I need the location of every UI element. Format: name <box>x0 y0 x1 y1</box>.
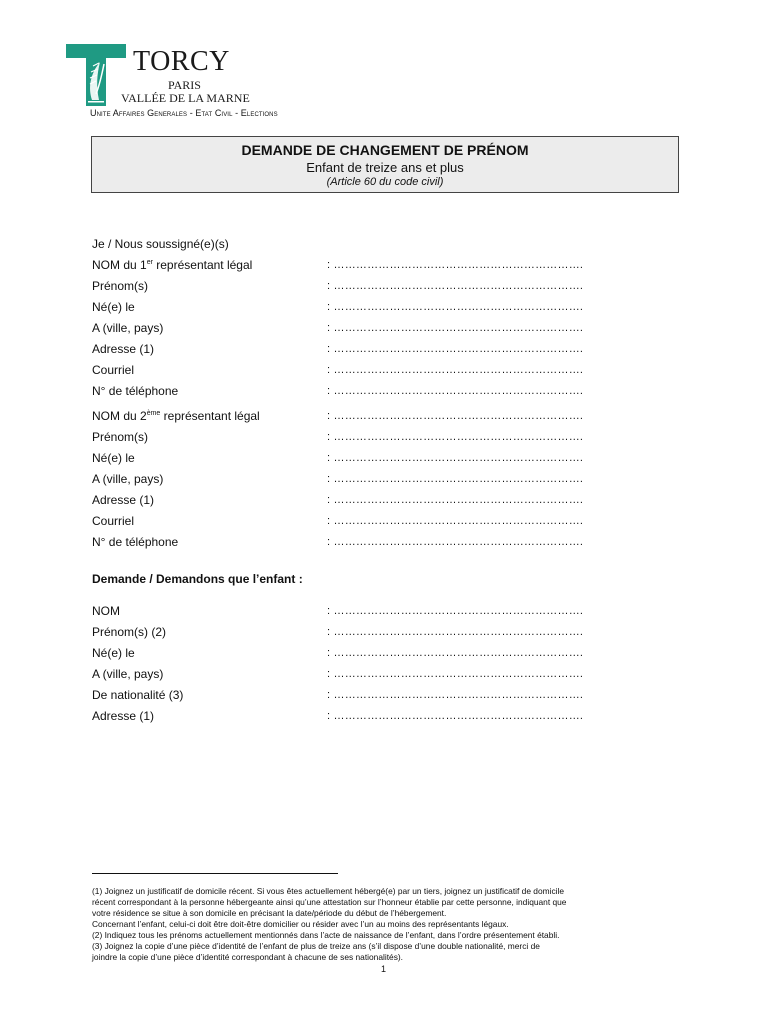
rep2-naissance-label: Né(e) le <box>92 451 135 465</box>
rep1-courriel-field[interactable]: : …………………………………………………………. <box>327 364 584 376</box>
child-lieu-field[interactable]: : …………………………………………………………. <box>327 668 584 680</box>
footnote-2: (2) Indiquez tous les prénoms actuellement mentionnés dans l’acte de naissance de l’enfant, dans l’ordre présentement établi. <box>92 930 560 940</box>
rep2-courriel-label: Courriel <box>92 514 135 528</box>
rep1-lieu-label: A (ville, pays) <box>92 321 164 335</box>
footnote-1-line-3: votre résidence se situe à son domicile en précisant la date/période du début de l’hébergement. <box>92 908 447 918</box>
rep1-prenom-field[interactable]: : …………………………………………………………. <box>327 280 584 292</box>
rep1-telephone-label: N° de téléphone <box>92 384 179 398</box>
document-subtitle: Enfant de treize ans et plus <box>306 160 464 175</box>
rep2-nom-field[interactable]: : …………………………………………………………. <box>327 410 584 422</box>
rep1-prenom-label: Prénom(s) <box>92 279 149 293</box>
rep2-adresse-label: Adresse (1) <box>92 493 155 507</box>
child-nom-label: NOM <box>92 604 120 618</box>
rep1-nom-field[interactable]: : …………………………………………………………. <box>327 259 584 271</box>
rep2-lieu-field[interactable]: : …………………………………………………………. <box>327 473 584 485</box>
footnote-3-line-2: joindre la copie d’une pièce d’identité correspondant à chacune de ses nationalités). <box>92 952 404 962</box>
child-nationalite-field[interactable]: : …………………………………………………………. <box>327 689 584 701</box>
torcy-logo-icon <box>66 44 126 106</box>
footnote-divider <box>92 873 338 874</box>
child-adresse-label: Adresse (1) <box>92 709 155 723</box>
logo-subtitle-paris: PARIS <box>168 78 201 92</box>
rep2-courriel-field[interactable]: : …………………………………………………………. <box>327 515 584 527</box>
child-naissance-label: Né(e) le <box>92 646 135 660</box>
page-number: 1 <box>381 964 387 974</box>
rep1-naissance-field[interactable]: : …………………………………………………………. <box>327 301 584 313</box>
child-nom-field[interactable]: : …………………………………………………………. <box>327 605 584 617</box>
rep2-prenom-field[interactable]: : …………………………………………………………. <box>327 431 584 443</box>
child-prenom-field[interactable]: : …………………………………………………………. <box>327 626 584 638</box>
rep2-adresse-field[interactable]: : …………………………………………………………. <box>327 494 584 506</box>
document-article-ref: (Article 60 du code civil) <box>326 176 444 188</box>
footnote-1-line-4: Concernant l’enfant, celui-ci doit être doit-être domicilier ou résider avec l’un au moins des représentants légaux. <box>92 919 509 929</box>
rep1-lieu-field[interactable]: : …………………………………………………………. <box>327 322 584 334</box>
footnote-1-line-2: récent correspondant à la personne hébergeante ainsi qu’une attestation sur l’honneur établie par cette personne, indiquant que <box>92 897 567 907</box>
rep1-naissance-label: Né(e) le <box>92 300 135 314</box>
child-prenom-label: Prénom(s) (2) <box>92 625 167 639</box>
footnote-1-line-1: (1) Joignez un justificatif de domicile récent. Si vous êtes actuellement hébergé(e) par un tiers, joignez un justificatif de domicile <box>92 886 565 896</box>
unit-line: Unite Affaires Generales - Etat Civil - Elections <box>90 108 278 118</box>
rep1-courriel-label: Courriel <box>92 363 135 377</box>
rep2-nom-label: NOM du 2ème représentant légal <box>92 409 260 423</box>
child-section-heading: Demande / Demandons que l’enfant : <box>92 572 303 586</box>
rep2-prenom-label: Prénom(s) <box>92 430 149 444</box>
child-adresse-field[interactable]: : …………………………………………………………. <box>327 710 584 722</box>
logo-title: TORCY <box>133 46 230 77</box>
rep2-naissance-field[interactable]: : …………………………………………………………. <box>327 452 584 464</box>
child-naissance-field[interactable]: : …………………………………………………………. <box>327 647 584 659</box>
document-title: DEMANDE DE CHANGEMENT DE PRÉNOM <box>241 142 529 158</box>
rep1-adresse-field[interactable]: : …………………………………………………………. <box>327 343 584 355</box>
rep2-telephone-label: N° de téléphone <box>92 535 179 549</box>
intro-label: Je / Nous soussigné(e)(s) <box>92 237 229 251</box>
rep1-nom-label: NOM du 1er représentant légal <box>92 258 253 272</box>
title-box <box>91 136 679 193</box>
child-lieu-label: A (ville, pays) <box>92 667 164 681</box>
footnote-3-line-1: (3) Joignez la copie d’une pièce d’identité de l’enfant de plus de treize ans (s’il dispose d’une double nationalité, merci de <box>92 941 540 951</box>
rep2-telephone-field[interactable]: : …………………………………………………………. <box>327 536 584 548</box>
child-nationalite-label: De nationalité (3) <box>92 688 184 702</box>
logo-subtitle-vallee: VALLÉE DE LA MARNE <box>121 91 250 105</box>
rep1-telephone-field[interactable]: : …………………………………………………………. <box>327 385 584 397</box>
rep1-adresse-label: Adresse (1) <box>92 342 155 356</box>
rep2-lieu-label: A (ville, pays) <box>92 472 164 486</box>
